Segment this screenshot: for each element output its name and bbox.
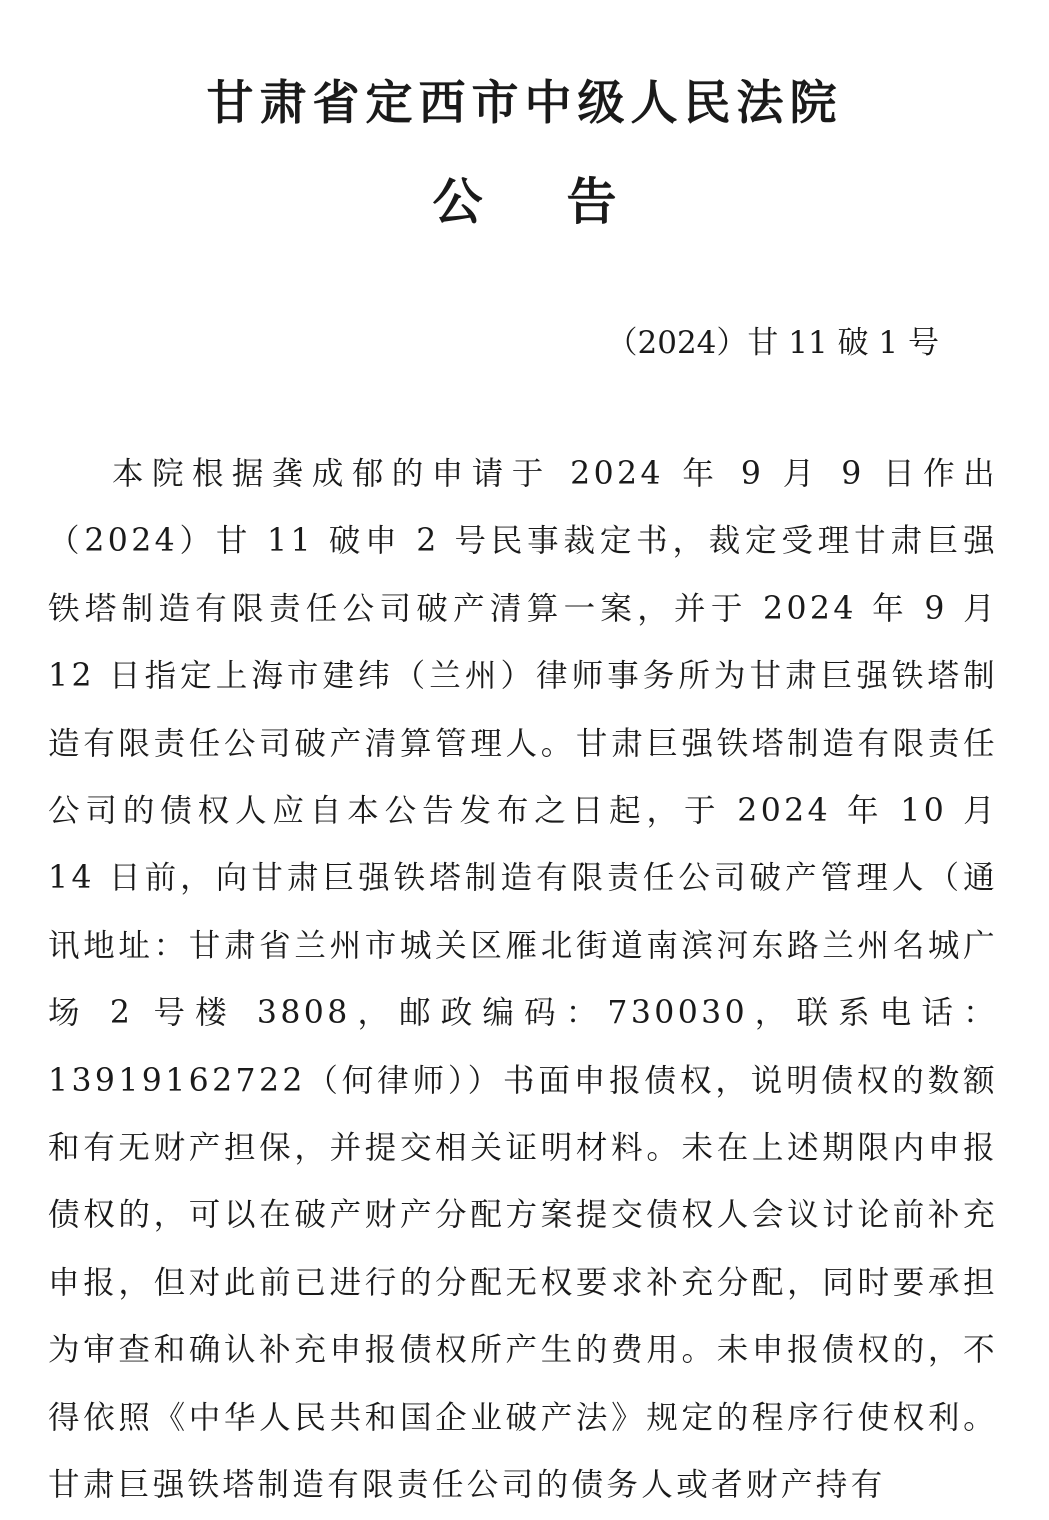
document-title	[0, 170, 1049, 234]
title-char-2: 告	[566, 172, 617, 231]
announcement-body: 本院根据龚成郁的申请于 2024 年 9 月 9 日作出（2024）甘 11 破申 2 号民事裁定书，裁定受理甘肃巨强铁塔制造有限责任公司破产清算一案，并于 2024 年 9 月 12 日指定上海市建纬（兰州）律师事务所为甘肃巨强铁塔制造有限责任公司破产清算管理人。甘肃巨强铁塔制造有限责任公司的债权人应自本公告发布之日起，于 2024 年 10 月 14 日前，向甘肃巨强铁塔制造有限责任公司破产管理人（通讯地址：甘肃省兰州市城关区雁北街道南滨河东路兰州名城广场 2 号楼 3808，邮政编码：730030，联系电话：13919162722（何律师））书面申报债权，说明债权的数额和有无财产担保，并提交相关证明材料。未在上述期限内申报债权的，可以在破产财产分配方案提交债权人会议讨论前补充申报，但对此前已进行的分配无权要求补充分配，同时要承担为审查和确认补充申报债权所产生的费用。未申报债权的，不得依照《中华人民共和国企业破产法》规定的程序行使权利。甘肃巨强铁塔制造有限责任公司的债务人或者财产持有	[48, 456, 998, 1504]
case-number: （2024）甘 11 破 1 号	[606, 325, 939, 361]
title-char-1: 公	[432, 172, 483, 231]
court-name: 甘肃省定西市中级人民法院	[206, 76, 843, 131]
